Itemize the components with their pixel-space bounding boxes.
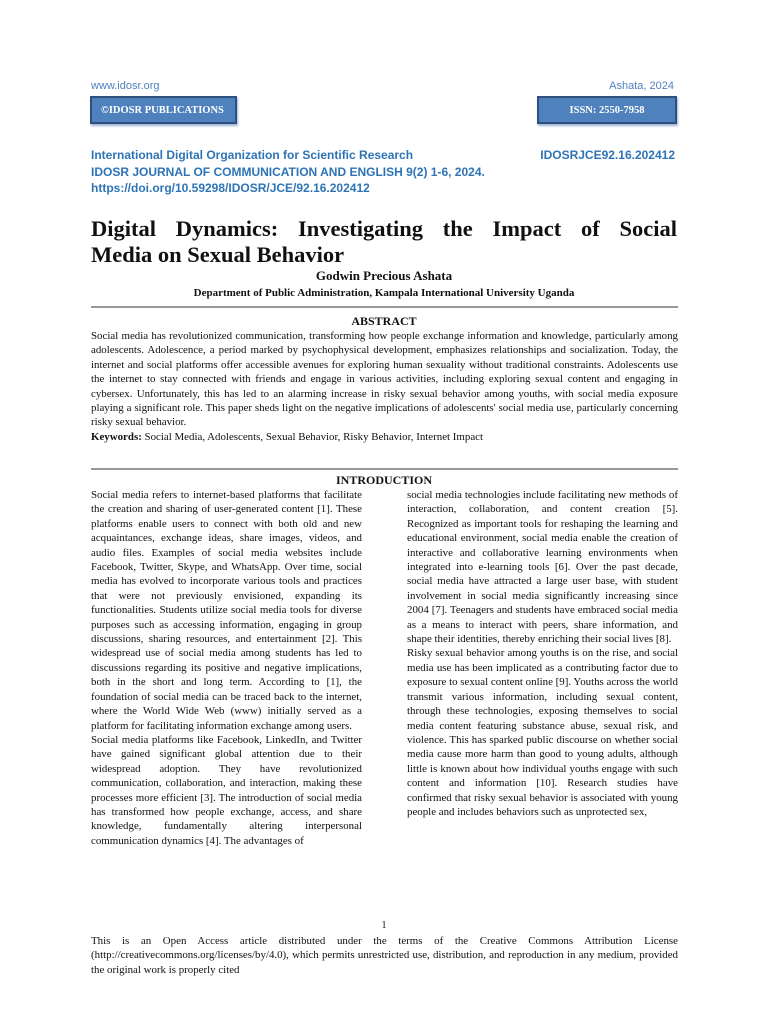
author-year: Ashata, 2024 [609,80,674,92]
doi-link[interactable]: https://doi.org/10.59298/IDOSR/JCE/92.16.202412 [91,181,370,195]
paragraph: Social media refers to internet-based platforms that facilitate the creation and sharing of user-generated content [1]. These platforms enable users to connect with both old and new acquaintances, exchange ideas, share images, videos, and audio files. Examples of social media websites include Facebook, Twitter, Skype, and WhatsApp. Over time, social media has evolved to incorporate various tools and practices that were not previously envisioned, expanding its functionalities. Students utilize social media tools for diverse purposes such as accessing information, engaging in group discussions, sharing resources, and entertainment [2]. This widespread use of social media among students has led to discussions regarding its positive and negative implications, both in the short and long term. According to [1], the foundation of social media can be traced back to the internet, where the World Wide Web (www) initially served as a platform for facilitating information exchange among users. [91,489,362,732]
divider-bottom [91,468,678,470]
paragraph: Risky sexual behavior among youths is on the rise, and social media use has been implicated as a contributing factor due to exposure to sexual content online [9]. Youths across the world transmit various information, including sexual content, through these technologies, exposing themselves to social media content featuring substance abuse, sexual risk, and violence. This has sparked public discourse on whether social media cause more harm than good to young adults, although little is known about how individual youths engage with such content and information [10]. Research studies have confirmed that risky sexual behavior is associated with young people and includes behaviors such as unprotected sex, [407,647,678,818]
affiliation: Department of Public Administration, Kampala International University Uganda [193,287,575,299]
publisher-badge-label: ©IDOSR PUBLICATIONS [101,104,224,116]
abstract-heading: ABSTRACT [351,314,417,328]
abstract-body [91,329,678,444]
keywords-label: Keywords: [91,430,142,443]
paragraph: Social media platforms like Facebook, LinkedIn, and Twitter have gained significant global attention due to their widespread adoption. They have revolutionized communication, collaboration, and interaction, making these processes more efficient [3]. The introduction of social media has transformed how people exchange, access, and share knowledge, fundamentally altering interpersonal communication dynamics [4]. The advantages of [91,733,362,847]
issn-badge-label: ISSN: 2550-7958 [569,104,645,116]
publisher-badge [90,96,237,124]
keywords: Social Media, Adolescents, Sexual Behavior, Risky Behavior, Internet Impact [141,430,484,443]
paragraph: social media technologies include facilitating new methods of interaction, collaboration, and content creation [5]. Recognized as important tools for reshaping the learning and educational environment, social media enable the creation of interactive and collaborative learning environments when integrated into e-learning tools [6]. Over the past decade, social media have attracted a large user base, with student involvement in social media significantly increasing since 2004 [7]. Teenagers and students have embraced social media as a means to interact with peers, share information, and shape their identities, thereby enriching their social lives [8]. [407,489,678,646]
org-name: International Digital Organization for Scientific Research [91,148,414,162]
issn-badge [537,96,677,124]
right-column [407,488,678,819]
article-code[interactable]: IDOSRJCE92.16.202412 [540,148,675,162]
site-url[interactable]: www.idosr.org [91,80,160,92]
page-number: 1 [381,920,387,931]
article-title [91,216,677,268]
abstract-text: Social media has revolutionized communication, transforming how people exchange information and knowledge, particularly among adolescents. Adolescence, a period marked by psychophysical development, emphasizes relationships and socialization. Today, the internet and social platforms offer accessible avenues for exploring human sexuality without traditional constraints. Adolescents use the internet to stay connected with friends and engage in various activities, including exploring sexual content and engaging in cybersex. Unfortunately, this has led to an alarming increase in risky sexual behavior among youths, with social media exposure playing a significant role. This paper sheds light on the negative implications of adolescents' social media use, particularly concerning risky sexual behavior. [91,330,678,429]
journal-citation: IDOSR JOURNAL OF COMMUNICATION AND ENGLISH 9(2) 1-6, 2024. [91,165,485,179]
license-notice: This is an Open Access article distributed under the terms of the Creative Commons Attribution License (http://creativecommons.org/licenses/by/4.0), which permits unrestricted use, distribution, and reproduction in any medium, provided the original work is properly cited [91,935,678,976]
divider-top [91,306,678,308]
left-column [91,488,362,848]
title-line-2: Media on Sexual Behavior [91,242,345,267]
title-line-1: Digital Dynamics: Investigating the Impact of Social [91,216,677,241]
introduction-heading: INTRODUCTION [335,473,432,487]
author-name: Godwin Precious Ashata [315,268,453,283]
